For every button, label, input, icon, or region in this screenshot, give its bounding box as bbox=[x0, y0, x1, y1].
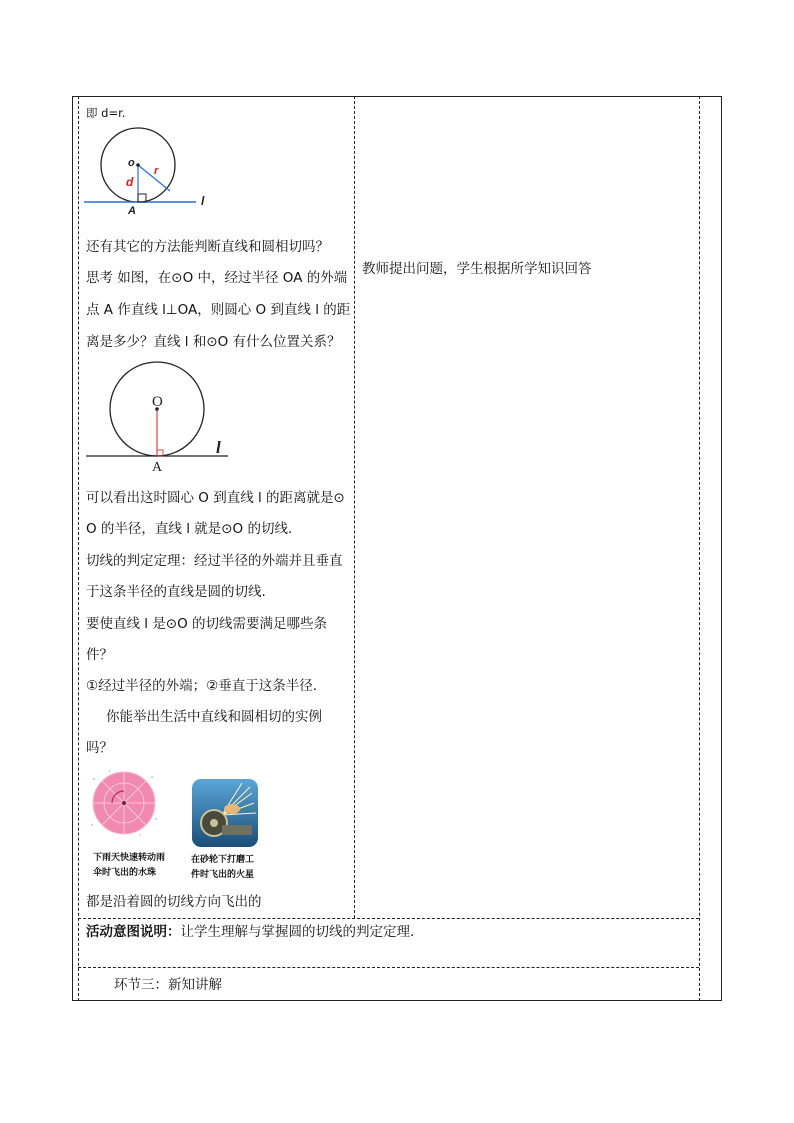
umbrella-caption-line-2: 伞时飞出的水珠 bbox=[93, 868, 157, 878]
fig1-label-l: l bbox=[201, 194, 205, 208]
condition-line-2: 件？ bbox=[86, 647, 113, 663]
table-column-divider bbox=[354, 96, 355, 918]
example-line-1: 你能举出生活中直线和圆相切的实例 bbox=[106, 709, 322, 725]
umbrella-image bbox=[90, 769, 158, 837]
conclusion-text: 都是沿着圆的切线方向飞出的 bbox=[86, 894, 262, 910]
grinding-wheel-image bbox=[192, 779, 258, 847]
table-left-border bbox=[72, 96, 73, 1001]
section-heading: 环节三：新知讲解 bbox=[114, 977, 222, 993]
tangent-question: 还有其它的方法能判断直线和圆相切吗？ bbox=[86, 239, 329, 255]
fig2-label-l: l bbox=[216, 438, 221, 457]
tangent-figure-2 bbox=[86, 362, 246, 477]
activity-intent bbox=[86, 922, 414, 942]
grinding-caption-line-2: 件时飞出的火星 bbox=[191, 870, 255, 880]
grinding-caption-line-1: 在砂轮下打磨工 bbox=[191, 855, 255, 865]
fig1-center-dot bbox=[136, 163, 140, 167]
tangent-figure-1 bbox=[84, 128, 214, 228]
fig2-label-a: A bbox=[152, 460, 163, 475]
think-line-3: 离是多少？直线 l 和⊙O 有什么位置关系？ bbox=[86, 334, 341, 350]
theorem-line-2: 于这条半径的直线是圆的切线. bbox=[86, 584, 266, 600]
fig1-label-r: r bbox=[154, 165, 159, 177]
fig1-label-a: A bbox=[128, 205, 136, 217]
table-row-divider-1 bbox=[78, 918, 699, 919]
observe-line-2: O 的半径，直线 l 就是⊙O 的切线. bbox=[86, 521, 293, 537]
theorem-line-1: 切线的判定定理：经过半径的外端并且垂直 bbox=[86, 553, 343, 569]
table-left-inner-border bbox=[78, 96, 79, 1001]
fig1-label-d: d bbox=[126, 175, 134, 189]
activity-intent-text: 让学生理解与掌握圆的切线的判定定理. bbox=[180, 924, 415, 940]
table-right-border bbox=[721, 96, 722, 1001]
table-bottom-border bbox=[72, 1000, 722, 1001]
table-right-inner-border bbox=[699, 96, 700, 1001]
fig1-label-o: o bbox=[128, 157, 135, 169]
umbrella-caption-line-1: 下雨天快速转动雨 bbox=[93, 853, 166, 863]
fig2-label-o: O bbox=[152, 394, 163, 410]
table-row-divider-2 bbox=[78, 967, 699, 968]
example-line-2: 吗？ bbox=[86, 740, 113, 756]
think-line-2: 点 A 作直线 l⊥OA，则圆心 O 到直线 l 的距 bbox=[86, 302, 351, 318]
table-top-border bbox=[72, 96, 722, 97]
d-equals-r-text: 即 d=r. bbox=[86, 106, 126, 120]
teacher-note: 教师提出问题，学生根据所学知识回答 bbox=[362, 261, 592, 277]
condition-line-1: 要使直线 l 是⊙O 的切线需要满足哪些条 bbox=[86, 616, 328, 632]
think-line-1: 思考 如图，在⊙O 中，经过半径 OA 的外端 bbox=[86, 270, 348, 286]
observe-line-1: 可以看出这时圆心 O 到直线 l 的距离就是⊙ bbox=[86, 490, 345, 506]
activity-intent-label: 活动意图说明： bbox=[86, 924, 181, 940]
conditions-text: ①经过半径的外端；②垂直于这条半径. bbox=[86, 678, 317, 694]
